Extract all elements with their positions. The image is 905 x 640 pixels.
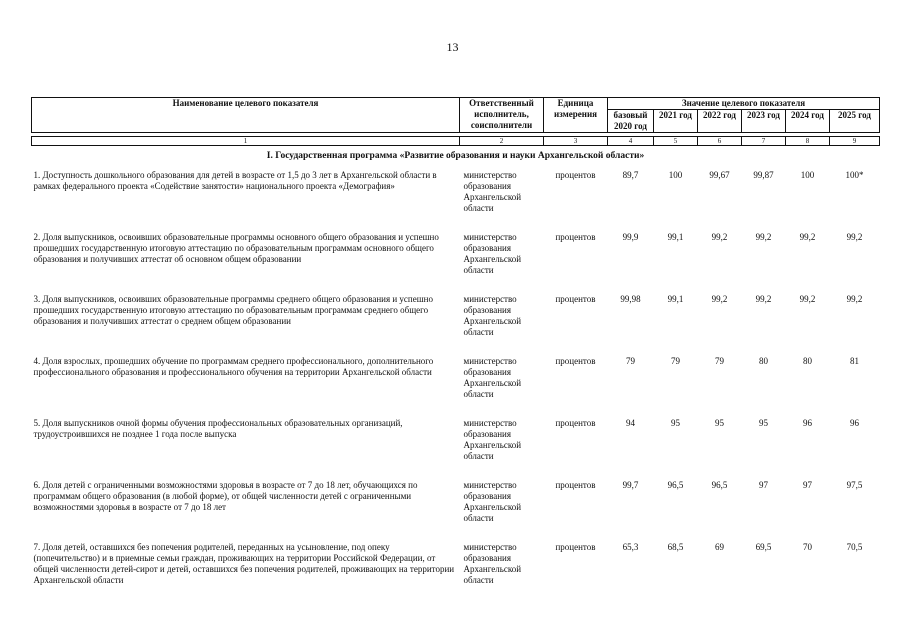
header-unit: Единица измерения [544, 98, 608, 133]
table-row [32, 168, 880, 230]
header-year-2022: 2022 год [698, 110, 742, 133]
column-number-row [32, 137, 880, 146]
header-executor: Ответственный исполнитель, соисполнители [460, 98, 544, 133]
value-cell: 97,5 [846, 480, 863, 490]
unit-cell: процентов [555, 542, 596, 552]
indicator-name: 1. Доступность дошкольного образования для детей в возрасте от 1,5 до 3 лет в Архангельской области в рамках федерального проекта «Содействие занятости» национального проекта «Демография» [33, 170, 437, 191]
column-number: 2 [460, 137, 544, 146]
header-value-group: Значение целевого показателя [608, 98, 880, 110]
value-cell: 80 [803, 356, 812, 366]
column-number: 9 [830, 137, 880, 146]
column-number: 5 [654, 137, 698, 146]
column-number: 7 [742, 137, 786, 146]
value-cell: 99,2 [755, 232, 772, 242]
value-cell: 99,7 [622, 480, 639, 490]
indicator-name: 6. Доля детей с ограниченными возможностями здоровья в возрасте от 7 до 18 лет, обучающихся по программам общего образования (в любой форме), от общей численности детей с ограниченными возможностями здоровья в возрасте от 7 до 18 лет [33, 480, 418, 512]
value-cell: 99,1 [667, 294, 684, 304]
value-cell: 79 [626, 356, 635, 366]
value-cell: 95 [715, 418, 724, 428]
executor-cell: министерство образования Архангельской области [463, 170, 522, 213]
column-number: 3 [544, 137, 608, 146]
table-row [32, 292, 880, 354]
table-row [32, 230, 880, 292]
value-cell: 99,2 [711, 294, 728, 304]
unit-cell: процентов [555, 356, 596, 366]
unit-cell: процентов [555, 480, 596, 490]
table-row [32, 540, 880, 602]
value-cell: 80 [759, 356, 768, 366]
unit-cell: процентов [555, 294, 596, 304]
section-title: I. Государственная программа «Развитие образования и науки Архангельской области» [266, 151, 645, 161]
value-cell: 97 [803, 480, 812, 490]
header-year-2021: 2021 год [654, 110, 698, 133]
column-number: 8 [786, 137, 830, 146]
value-cell: 96,5 [667, 480, 684, 490]
value-cell: 94 [626, 418, 635, 428]
value-cell: 99,2 [846, 294, 863, 304]
value-cell: 95 [671, 418, 680, 428]
header-year-2023: 2023 год [742, 110, 786, 133]
header-year-2024: 2024 год [786, 110, 830, 133]
value-cell: 79 [671, 356, 680, 366]
unit-cell: процентов [555, 232, 596, 242]
target-indicators-table [31, 97, 880, 602]
value-cell: 100 [800, 170, 815, 180]
indicator-name: 3. Доля выпускников, освоивших образовательные программы среднего общего образования и успешно прошедших государственную итоговую аттестацию по образовательным программам среднего общего образования и получивших аттестат о среднем общем образовании [33, 294, 433, 326]
executor-cell: министерство образования Архангельской области [463, 356, 522, 399]
header-indicator-name: Наименование целевого показателя [32, 98, 460, 133]
value-cell: 99,9 [622, 232, 639, 242]
header-year-base: базовый 2020 год [608, 110, 654, 133]
value-cell: 65,3 [622, 542, 639, 552]
value-cell: 70,5 [846, 542, 863, 552]
executor-cell: министерство образования Архангельской области [463, 480, 522, 523]
value-cell: 69 [715, 542, 724, 552]
value-cell: 69,5 [755, 542, 772, 552]
value-cell: 96 [803, 418, 812, 428]
table-row [32, 354, 880, 416]
executor-cell: министерство образования Архангельской области [463, 232, 522, 275]
value-cell: 99,67 [709, 170, 730, 180]
column-number: 1 [32, 137, 460, 146]
value-cell: 95 [759, 418, 768, 428]
executor-cell: министерство образования Архангельской области [463, 542, 522, 585]
value-cell: 97 [759, 480, 768, 490]
executor-cell: министерство образования Архангельской области [463, 418, 522, 461]
value-cell: 89,7 [622, 170, 639, 180]
value-cell: 99,1 [667, 232, 684, 242]
value-cell: 99,87 [753, 170, 774, 180]
header-year-2025: 2025 год [830, 110, 880, 133]
unit-cell: процентов [555, 170, 596, 180]
value-cell: 99,2 [711, 232, 728, 242]
value-cell: 81 [850, 356, 859, 366]
indicator-name: 5. Доля выпускников очной формы обучения профессиональных образовательных организаций, трудоустроившихся не позднее 1 года после выпуска [33, 418, 403, 439]
section-row [32, 146, 880, 169]
executor-cell: министерство образования Архангельской области [463, 294, 522, 337]
value-cell: 99,2 [755, 294, 772, 304]
value-cell: 96 [850, 418, 859, 428]
column-number: 6 [698, 137, 742, 146]
value-cell: 70 [803, 542, 812, 552]
indicator-name: 4. Доля взрослых, прошедших обучение по программам среднего профессионального, дополнительного профессионального образования и профессионального обучения на территории Архангельской области [33, 356, 434, 377]
value-cell: 96,5 [711, 480, 728, 490]
value-cell: 100 [668, 170, 683, 180]
value-cell: 79 [715, 356, 724, 366]
column-number: 4 [608, 137, 654, 146]
value-cell: 99,2 [846, 232, 863, 242]
table-row [32, 416, 880, 478]
indicator-name: 2. Доля выпускников, освоивших образовательные программы основного общего образования и успешно прошедших государственную итоговую аттестацию по образовательным программам основного общего образования и получивших аттестат об основном общем образовании [33, 232, 439, 264]
indicator-name: 7. Доля детей, оставшихся без попечения родителей, переданных на усыновление, под опеку (попечительство) и в приемные семьи граждан, проживающих на территории Российской Федерации, от общей численности детей-сирот и детей, оставшихся без попечения родителей, проживающих на территории Архангельской области [33, 542, 455, 585]
table-row [32, 478, 880, 540]
value-cell: 99,2 [799, 232, 816, 242]
value-cell: 99,2 [799, 294, 816, 304]
page-number: 13 [446, 40, 459, 54]
value-cell: 100* [845, 170, 864, 180]
value-cell: 99,98 [620, 294, 641, 304]
unit-cell: процентов [555, 418, 596, 428]
value-cell: 68,5 [667, 542, 684, 552]
